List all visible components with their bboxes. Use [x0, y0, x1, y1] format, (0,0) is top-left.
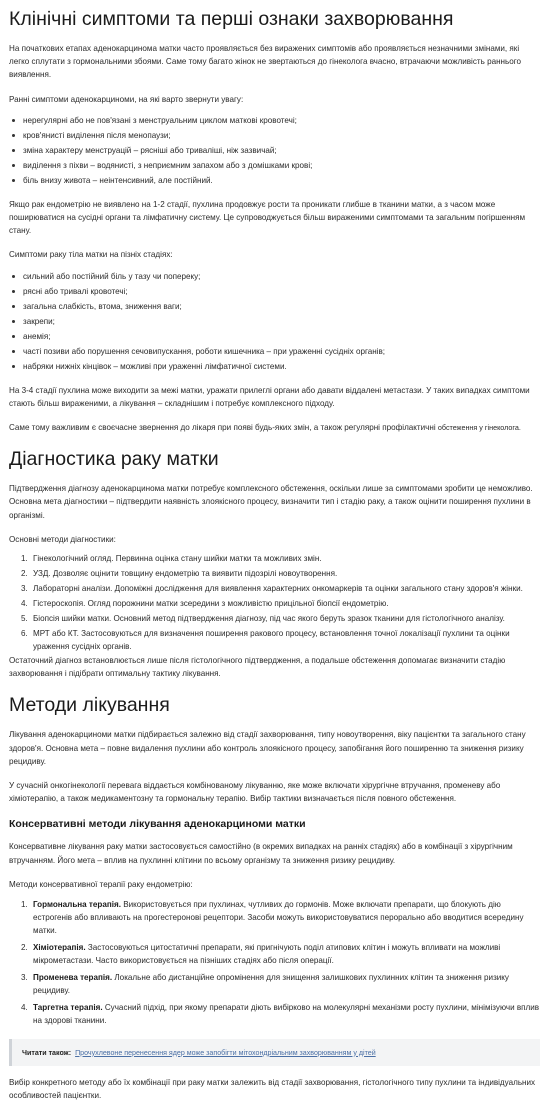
final-paragraph: Вибір конкретного методу або їх комбінації при раку матки залежить від стадії захворювання, гістологічного типу пухлини та індивідуальних особливостей пацієнтки. [9, 1078, 536, 1101]
late-symptoms-list [9, 270, 540, 373]
conservative-heading: Консервативні методи лікування аденокарциноми матки [9, 818, 306, 831]
diagnostic-methods-list [9, 552, 540, 653]
treatment-intro: Лікування аденокарциноми матки підбирається залежно від стадії захворювання, типу новоутворення, віку пацієнтки та загального стану здоров'я. Основна мета – повне видалення пухлини або контроль злоякісного процесу, запобігання його поширенню та зниження ризику рецидиву. [9, 730, 526, 766]
list-item: рясні або тривалі кровотечі; [9, 285, 540, 298]
list-item: зміна характеру менструацій – рясніші або триваліші, ніж зазвичай; [9, 144, 540, 157]
conclusion-small-text: обстеження у гінеколога. [437, 423, 521, 433]
symptoms-heading: Клінічні симптоми та перші ознаки захворювання [9, 8, 454, 30]
combined-treatment-paragraph: У сучасній онкогінекології перевага віддається комбінованому лікуванню, яке може включати хірургічне втручання, променеву або хіміотерапію, а також медикаментозну та гормональну терапію. Вибір тактики визначається після повного обстеження. [9, 781, 501, 804]
conclusion-paragraph [9, 421, 540, 434]
list-item: набряки нижніх кінцівок – можливі при ураженні лімфатичної системи. [9, 360, 540, 373]
list-item: нерегулярні або не пов'язані з менструальним циклом маткові кровотечі; [9, 114, 540, 127]
diagnostics-summary: Остаточний діагноз встановлюється лише після гістологічного підтвердження, а подальше обстеження допомагає визначити стадію захворювання і підібрати оптимальну тактику лікування. [9, 656, 506, 679]
list-item: часті позиви або порушення сечовипускання, роботи кишечника – при ураженні сусідніх органів; [9, 345, 540, 358]
diagnostics-intro: Підтвердження діагнозу аденокарцинома матки потребує комплексного обстеження, оскільки лише за симптомами зробити це неможливо. Основна мета діагностики – підтвердити наявність злоякісного процесу, визначити тип і стадію раку, а також оцінити поширення пухлини в організмі. [9, 484, 533, 520]
read-also-link[interactable]: Прочухлевоне перенесення ядер може запобігти мітохондріальним захворюванням у дітей [75, 1048, 376, 1057]
list-item: 4. Гістероскопія. Огляд порожнини матки зсередини з можливістю прицільної біопсії ендометрію. [21, 599, 389, 609]
list-item: 2. УЗД. Дозволяє оцінити товщину ендометрію та виявити підозрілі новоутворення. [21, 569, 338, 579]
list-item: біль внизу живота – неінтенсивний, але постійний. [9, 174, 540, 187]
progression-paragraph: Якщо рак ендометрію не виявлено на 1-2 стадії, пухлина продовжує рости та проникати глибше в тканини матки, а з часом може поширюватися на сусідні органи та лімфатичну систему. Це супроводжується більш вираженими симптомами та загальним погіршенням стану. [9, 199, 526, 236]
list-item: загальна слабкість, втома, зниження ваги; [9, 300, 540, 313]
list-item: 3. Лабораторні аналізи. Допоміжні дослідження для виявлення характерних онкомаркерів та оцінки загального стану здоров'я жінки. [21, 584, 523, 594]
read-also-box [9, 1039, 540, 1066]
conservative-lead: Методи консервативної терапії раку ендометрію: [9, 879, 193, 889]
list-item: закрепи; [9, 315, 540, 328]
conclusion-text: Саме тому важливим є своєчасне звернення до лікаря при появі будь-яких змін, а також регулярні профілактичні [9, 423, 438, 433]
list-item: 1. Гормональна терапія. Використовується при пухлинах, чутливих до гормонів. Може включати препарати, що блокують дію естрогенів або впливають на прогестеронові рецептори. Засоби можуть використовуватися перорально або вводитися всередину матки. [21, 900, 524, 936]
early-symptoms-lead: Ранні симптоми аденокарциноми, на які варто звернути увагу: [9, 94, 244, 104]
symptoms-intro: На початкових етапах аденокарцинома матки часто проявляється без виражених симптомів або проявляється незначними змінами, які легко сплутати з гормональними збоями. Саме тому багато жінок не звертаються до гінеколога вчасно, втрачаючи можливість раннього виявлення. [9, 44, 522, 80]
read-also-label: Читати також: [22, 1048, 72, 1057]
list-item: 4. Таргетна терапія. Сучасний підхід, при якому препарати діють вибірково на молекулярні механізми росту пухлини, мінімізуючи вплив на здорові тканини. [21, 1003, 540, 1026]
list-item: 1. Гінекологічний огляд. Первинна оцінка стану шийки матки та можливих змін. [21, 554, 322, 564]
list-item: 6. МРТ або КТ. Застосовуються для визначення поширення ракового процесу, встановлення точної локалізації пухлини та оцінки ураження сусідніх органів. [21, 629, 510, 652]
list-item: анемія; [9, 330, 540, 343]
list-item: виділення з піхви – водянисті, з неприємним запахом або з домішками крові; [9, 159, 540, 172]
list-item: сильний або постійний біль у тазу чи попереку; [9, 270, 540, 283]
list-item: 2. Хіміотерапія. Застосовуються цитостатичні препарати, які пригнічують поділ атипових клітин і можуть впливати на можливі мікрометастази. Часто використовується на пізніших стадіях або після операції. [21, 943, 501, 966]
therapies-list [9, 898, 540, 1027]
late-symptoms-lead: Симптоми раку тіла матки на пізніх стадіях: [9, 250, 173, 260]
methods-lead: Основні методи діагностики: [9, 534, 116, 544]
early-symptoms-list [9, 114, 540, 187]
list-item: 3. Променева терапія. Локальне або дистанційне опромінення для знищення залишкових пухлинних клітин та зниження ризику рецидиву. [21, 973, 509, 996]
treatment-heading: Методи лікування [9, 694, 170, 717]
conservative-intro: Консервативне лікування раку матки застосовується самостійно (в окремих випадках на ранніх стадіях) або в комбінації з хірургічним втручанням. Його мета – вплив на пухлинні клітини по всьому організму та зниження ризику рецидиву. [9, 842, 513, 865]
diagnostics-heading: Діагностика раку матки [9, 448, 219, 471]
list-item: 5. Біопсія шийки матки. Основний метод підтвердження діагнозу, під час якого беруть зразок тканини для гістологічного аналізу. [21, 614, 505, 624]
list-item: кров'янисті виділення після менопаузи; [9, 129, 540, 142]
stage-3-4-paragraph: На 3-4 стадії пухлина може виходити за межі матки, уражати прилеглі органи або давати віддалені метастази. У таких випадках симптоми стають більш вираженими, а лікування – складнішим і потребує комплексного підходу. [9, 385, 530, 408]
